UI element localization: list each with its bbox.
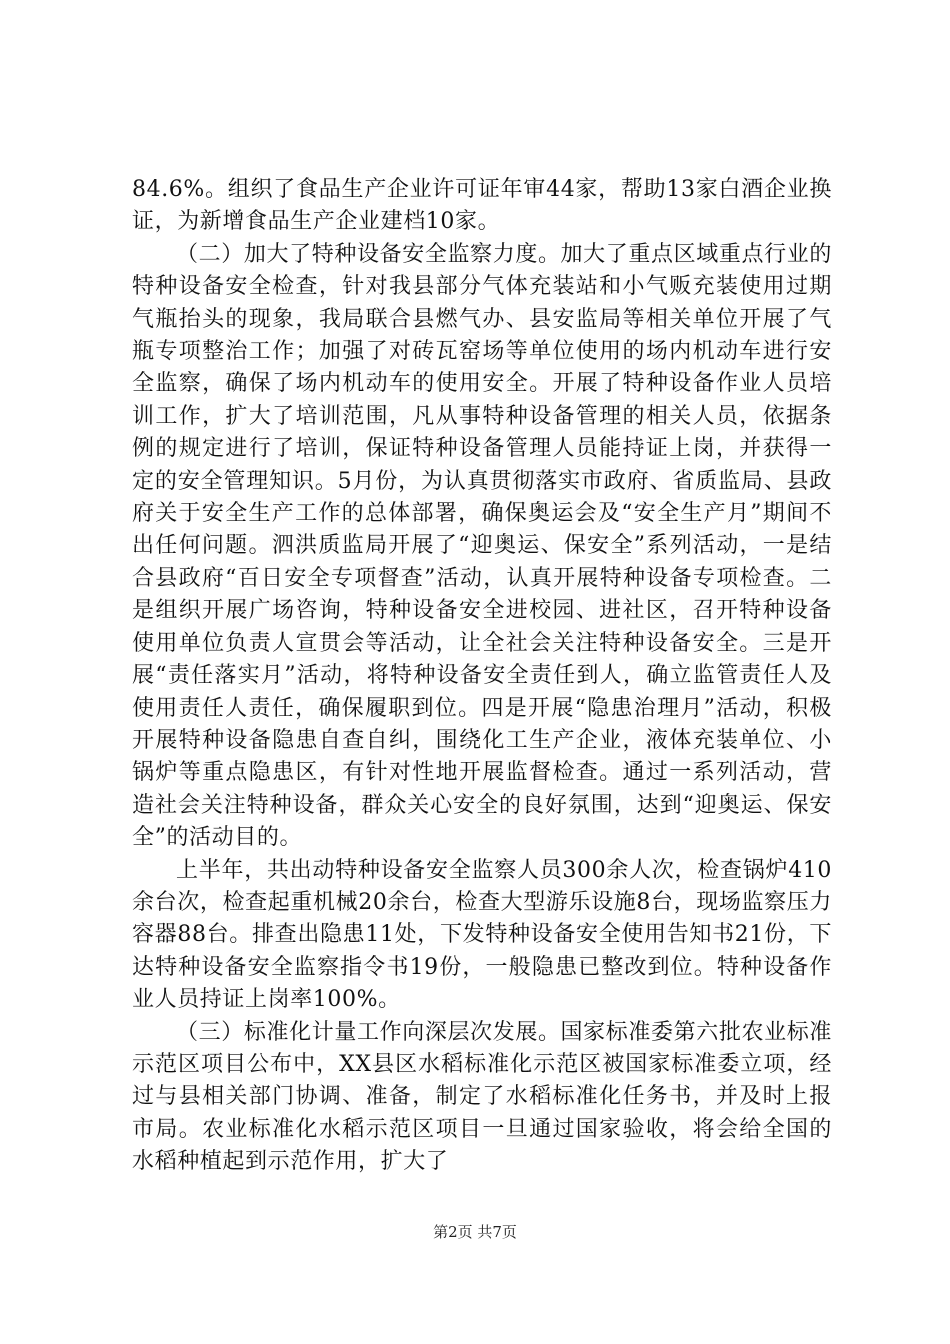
- document-body: [132, 174, 832, 1179]
- page-number-footer: 第2页 共7页: [433, 1223, 517, 1241]
- paragraph-food-production: 84.6%。组织了食品生产企业许可证年审44家，帮助13家白酒企业换证，为新增食品生产企业建档10家。: [132, 177, 832, 235]
- paragraph-standardization: （三）标准化计量工作向深层次发展。国家标准委第六批农业标准示范区项目公布中，XX县区水稻标准化示范区被国家标准委立项，经过与县相关部门协调、准备，制定了水稻标准化任务书，并及时上报市局。农业标准化水稻示范区项目一旦通过国家验收，将会给全国的水稻种植起到示范作用，扩大了: [132, 1019, 832, 1175]
- paragraph-half-year-statistics: 上半年，共出动特种设备安全监察人员300余人次，检查锅炉410余台次，检查起重机械20余台，检查大型游乐设施8台，现场监察压力容器88台。排查出隐患11处，下发特种设备安全使用告知书21份，下达特种设备安全监察指令书19份，一般隐患已整改到位。特种设备作业人员持证上岗率100%。: [132, 857, 832, 1013]
- paragraph-special-equipment: （二）加大了特种设备安全监察力度。加大了重点区域重点行业的特种设备安全检查，针对我县部分气体充装站和小气贩充装使用过期气瓶抬头的现象，我局联合县燃气办、县安监局等相关单位开展了气瓶专项整治工作；加强了对砖瓦窑场等单位使用的场内机动车进行安全监察，确保了场内机动车的使用安全。开展了特种设备作业人员培训工作，扩大了培训范围，凡从事特种设备管理的相关人员，依据条例的规定进行了培训，保证特种设备管理人员能持证上岗，并获得一定的安全管理知识。5月份，为认真贯彻落实市政府、省质监局、县政府关于安全生产工作的总体部署，确保奥运会及“安全生产月”期间不出任何问题。泗洪质监局开展了“迎奥运、保安全”系列活动，一是结合县政府“百日安全专项督查”活动，认真开展特种设备专项检查。二是组织开展广场咨询，特种设备安全进校园、进社区，召开特种设备使用单位负责人宣贯会等活动，让全社会关注特种设备安全。三是开展“责任落实月”活动，将特种设备安全责任到人，确立监管责任人及使用责任人责任，确保履职到位。四是开展“隐患治理月”活动，积极开展特种设备隐患自查自纠，围绕化工生产企业，液体充装单位、小锅炉等重点隐患区，有针对性地开展监督检查。通过一系列活动，营造社会关注特种设备，群众关心安全的良好氛围，达到“迎奥运、保安全”的活动目的。: [132, 241, 832, 851]
